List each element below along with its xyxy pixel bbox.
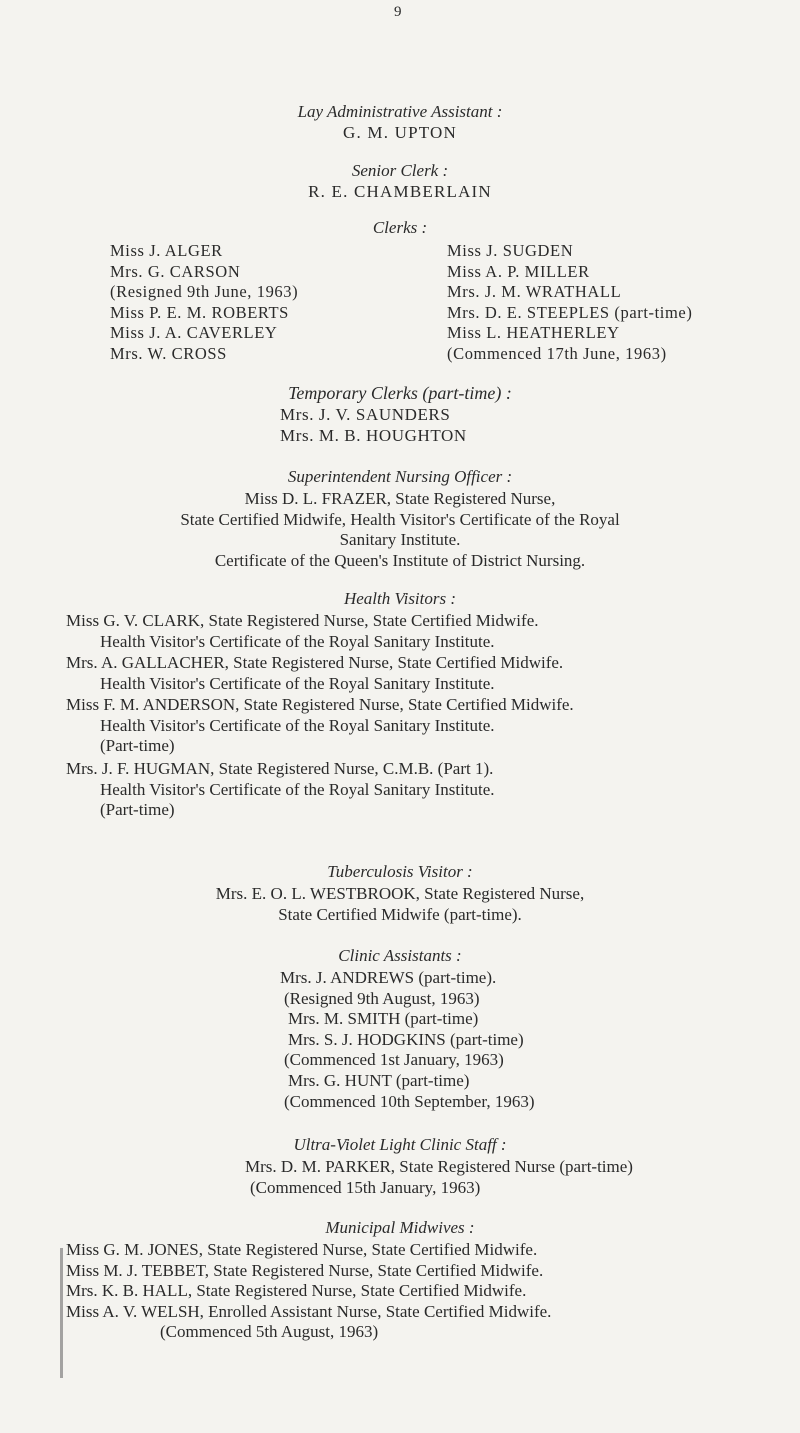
clerk-entry: Miss A. P. MILLER	[447, 261, 590, 281]
temporary-clerks-heading: Temporary Clerks (part-time) :	[288, 383, 512, 403]
clerk-entry: Miss J. ALGER	[110, 241, 223, 260]
clerks-left-column	[110, 241, 298, 365]
clerk-entry: Miss J. A. CAVERLEY	[110, 323, 278, 343]
temporary-clerk-entry: Mrs. J. V. SAUNDERS	[280, 405, 451, 424]
superintendent-line: Certificate of the Queen's Institute of District Nursing.	[214, 550, 586, 570]
tuberculosis-details	[0, 884, 800, 925]
uv-staff-heading: Ultra-Violet Light Clinic Staff :	[293, 1135, 507, 1154]
superintendent-details	[0, 489, 800, 571]
uv-staff-line: Mrs. D. M. PARKER, State Registered Nurse (part-time)	[245, 1157, 633, 1176]
tuberculosis-heading: Tuberculosis Visitor :	[327, 862, 473, 881]
clerk-entry: Mrs. W. CROSS	[110, 343, 227, 363]
clerk-entry: Mrs. G. CARSON	[110, 261, 241, 281]
tuberculosis-line: State Certified Midwife (part-time).	[278, 904, 522, 924]
health-visitor-entry: Mrs. A. GALLACHER, State Registered Nurse, State Certified Midwife. Health Visitor's Certificate of the Royal Sanitary Institute.	[66, 653, 564, 693]
clerks-right-column	[447, 241, 692, 365]
clinic-assistants-heading: Clinic Assistants :	[338, 946, 462, 965]
temporary-clerk-entry: Mrs. M. B. HOUGHTON	[280, 425, 467, 445]
clinic-assistant-line: Mrs. J. ANDREWS (part-time).	[280, 968, 497, 987]
midwife-entry: Miss G. M. JONES, State Registered Nurse, State Certified Midwife.	[66, 1240, 538, 1259]
health-visitors-heading: Health Visitors :	[343, 589, 457, 608]
clinic-assistants-list	[280, 968, 534, 1112]
clinic-assistant-line: Mrs. G. HUNT (part-time)	[288, 1070, 470, 1090]
superintendent-line: Sanitary Institute.	[339, 530, 461, 550]
clinic-assistant-line: (Commenced 10th September, 1963)	[284, 1091, 535, 1111]
midwives-heading: Municipal Midwives :	[325, 1218, 475, 1237]
clinic-assistant-line: (Resigned 9th August, 1963)	[284, 988, 480, 1008]
clerk-entry: Miss L. HEATHERLEY	[447, 323, 620, 343]
health-visitor-entry: Miss G. V. CLARK, State Registered Nurse, State Certified Midwife. Health Visitor's Certificate of the Royal Sanitary Institute.	[66, 611, 539, 651]
clerk-entry: Miss J. SUGDEN	[447, 241, 574, 260]
page-number: 9	[394, 4, 402, 20]
clerk-entry: (Commenced 17th June, 1963)	[447, 343, 667, 363]
health-visitor-entry: Miss F. M. ANDERSON, State Registered Nurse, State Certified Midwife. Health Visitor's Certificate of the Royal Sanitary Institute. (Part-time)	[66, 695, 574, 756]
clinic-assistant-line: (Commenced 1st January, 1963)	[284, 1050, 504, 1070]
superintendent-line: Miss D. L. FRAZER, State Registered Nurse,	[244, 489, 556, 508]
clerk-entry: (Resigned 9th June, 1963)	[110, 282, 299, 302]
senior-clerk-heading: Senior Clerk :	[351, 161, 449, 180]
clerk-entry: Mrs. J. M. WRATHALL	[447, 282, 622, 302]
clinic-assistant-line: Mrs. M. SMITH (part-time)	[288, 1009, 479, 1029]
clerk-entry: Miss P. E. M. ROBERTS	[110, 302, 289, 322]
midwife-entry: Miss A. V. WELSH, Enrolled Assistant Nurse, State Certified Midwife.	[66, 1301, 552, 1321]
superintendent-heading: Superintendent Nursing Officer :	[287, 467, 513, 486]
midwives-list	[66, 1240, 756, 1343]
midwife-commenced: (Commenced 5th August, 1963)	[160, 1322, 379, 1342]
senior-clerk-name: R. E. CHAMBERLAIN	[308, 182, 492, 201]
temporary-clerks-list	[280, 405, 467, 446]
midwife-entry: Mrs. K. B. HALL, State Registered Nurse, State Certified Midwife.	[66, 1281, 527, 1301]
clinic-assistant-line: Mrs. S. J. HODGKINS (part-time)	[288, 1029, 524, 1049]
tuberculosis-line: Mrs. E. O. L. WESTBROOK, State Registered Nurse,	[215, 884, 585, 903]
superintendent-line: State Certified Midwife, Health Visitor's Certificate of the Royal	[180, 509, 620, 529]
clerks-heading: Clerks :	[372, 218, 428, 237]
lay-admin-heading: Lay Administrative Assistant :	[297, 102, 503, 121]
scan-edge-shadow	[60, 1248, 63, 1378]
lay-admin-name: G. M. UPTON	[343, 123, 457, 142]
clerk-entry: Mrs. D. E. STEEPLES (part-time)	[447, 302, 693, 322]
uv-staff-details	[245, 1157, 633, 1198]
uv-staff-line: (Commenced 15th January, 1963)	[250, 1177, 481, 1197]
health-visitor-entry: Mrs. J. F. HUGMAN, State Registered Nurse, C.M.B. (Part 1). Health Visitor's Certificate of the Royal Sanitary Institute. (Part-time)	[66, 759, 495, 820]
midwife-entry: Miss M. J. TEBBET, State Registered Nurse, State Certified Midwife.	[66, 1260, 544, 1280]
